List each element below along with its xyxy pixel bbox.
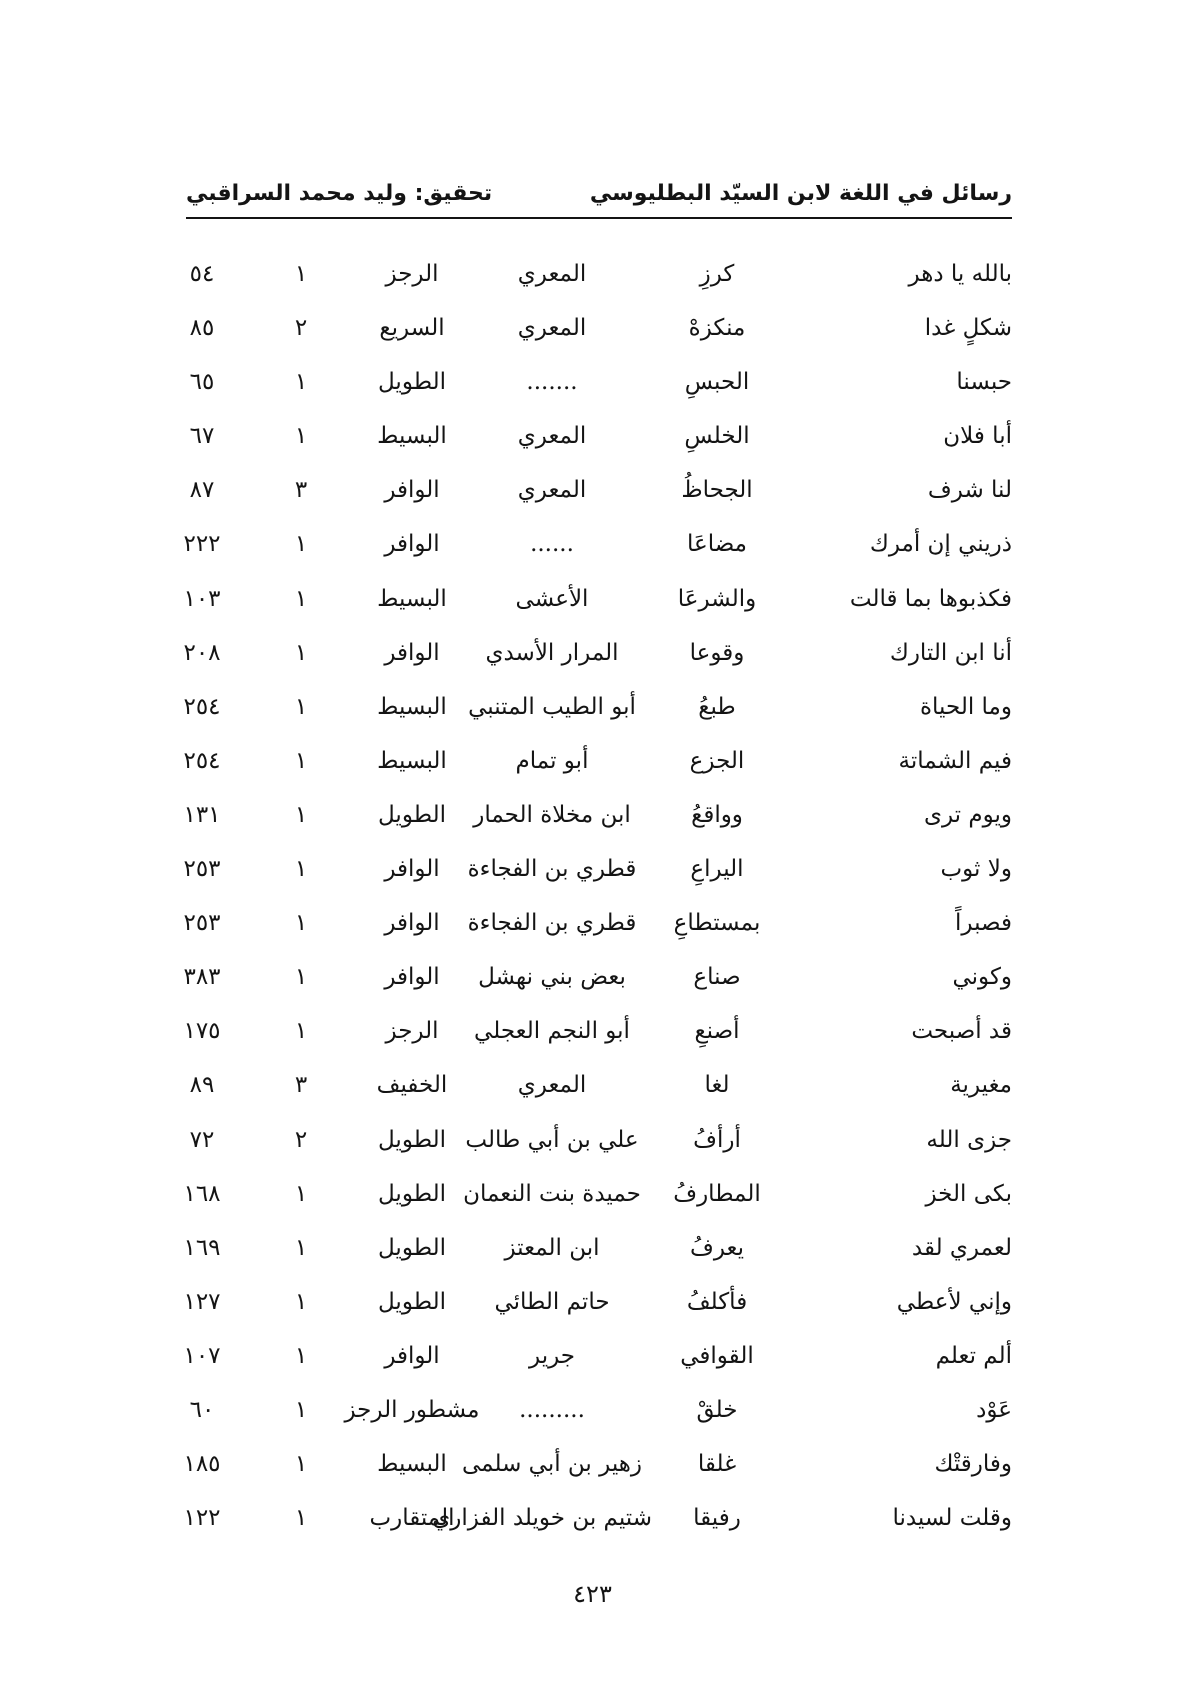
verse-count: ١ (294, 1180, 308, 1207)
page-reference: ٣٨٣ (183, 964, 221, 991)
verse-start: ذريني إن أمرك (869, 531, 1012, 558)
page-reference: ٨٧ (189, 477, 215, 504)
rhyme-word: اليراعِ (690, 856, 744, 883)
editor-credit: تحقيق: وليد محمد السراقبي (186, 180, 493, 206)
rhyme-word: الجحاظُ (681, 477, 753, 504)
verse-count: ١ (294, 856, 308, 883)
table-row (183, 1499, 1012, 1553)
page-reference: ١٢٧ (183, 1288, 221, 1315)
meter-name: مشطور الرجز (344, 1396, 480, 1423)
poet-name: المعري (517, 315, 587, 342)
poet-name: الأعشى (515, 585, 589, 612)
verse-start: ألم تعلم (935, 1342, 1012, 1369)
rhyme-word: والشرعَا (677, 585, 757, 612)
rhyme-word: المطارفُ (673, 1180, 761, 1207)
verse-count: ١ (294, 1288, 308, 1315)
verse-start: مغيرية (950, 1072, 1012, 1099)
rhyme-word: وواقعُ (691, 801, 743, 828)
page-reference: ١٧٥ (183, 1018, 221, 1045)
verse-count: ١ (294, 801, 308, 828)
rhyme-word: الخلسِ (684, 423, 750, 450)
poet-name: المعري (517, 1072, 587, 1099)
table-row (186, 363, 1012, 417)
verse-count: ١ (294, 1396, 308, 1423)
table-row (186, 1066, 1012, 1120)
verse-count: ٢ (294, 1126, 308, 1153)
page-reference: ٢٢٢ (183, 531, 221, 558)
header-rule (186, 217, 1012, 219)
page-reference: ٨٩ (189, 1072, 215, 1099)
rhyme-word: يعرفُ (689, 1234, 745, 1261)
verse-start: ولا ثوب (940, 856, 1012, 883)
poet-name: المعري (517, 261, 587, 287)
verse-start: أبا فلان (943, 423, 1012, 450)
verse-count: ١ (294, 747, 308, 774)
verse-count: ١ (294, 1018, 308, 1045)
book-title: رسائل في اللغة لابن السيّد البطليوسي (589, 180, 1012, 206)
page-number: ٤٢٣ (573, 1580, 612, 1608)
meter-name: البسيط (377, 693, 447, 720)
poet-name: حميدة بنت النعمان (463, 1180, 641, 1207)
page-reference: ٨٥ (189, 315, 215, 342)
verse-start: بكى الخز (925, 1180, 1012, 1207)
verse-count: ١ (294, 1342, 308, 1369)
meter-name: الطويل (378, 1234, 446, 1261)
table-row (183, 1175, 1012, 1229)
verse-count: ١ (294, 369, 308, 396)
rhyme-word: منكزهْ (688, 315, 746, 342)
meter-name: الوافر (384, 856, 440, 883)
meter-name: الوافر (384, 964, 440, 991)
meter-name: الطويل (378, 1180, 446, 1207)
rhyme-word: مضاعَا (686, 531, 747, 558)
verse-index-table (183, 255, 1012, 1553)
rhyme-word: صناع (693, 964, 741, 991)
table-row (183, 904, 1012, 958)
page-reference: ١٢٢ (183, 1505, 221, 1532)
page-reference: ٢٥٤ (183, 747, 221, 774)
rhyme-word: لغا (704, 1072, 730, 1099)
table-row (183, 1337, 1012, 1391)
verse-start: فصبراً (955, 910, 1012, 937)
page-reference: ٢٠٨ (183, 639, 221, 666)
verse-start: وإني لأعطي (896, 1288, 1012, 1315)
page-reference: ١٦٨ (183, 1180, 221, 1207)
rhyme-word: أصنعِ (694, 1018, 740, 1045)
table-row (183, 688, 1012, 742)
table-row (183, 1229, 1012, 1283)
page-reference: ٢٥٤ (183, 693, 221, 720)
meter-name: البسيط (377, 423, 447, 450)
verse-start: أنا ابن التارك (889, 639, 1012, 666)
page-reference: ٦٥ (189, 369, 215, 396)
table-row (183, 525, 1012, 579)
verse-start: بالله يا دهر (908, 261, 1012, 287)
meter-name: الطويل (378, 1288, 446, 1315)
page-reference: ١٨٥ (183, 1451, 221, 1478)
page-reference: ٦٠ (189, 1396, 215, 1423)
verse-count: ٣ (294, 477, 308, 504)
verse-count: ١ (294, 964, 308, 991)
table-row (183, 580, 1012, 634)
verse-start: حبسنا (956, 369, 1012, 396)
rhyme-word: خلقْ (696, 1396, 738, 1423)
meter-name: السريع (379, 315, 445, 342)
verse-start: لنا شرف (927, 477, 1012, 504)
poet-name: ......... (519, 1396, 585, 1423)
verse-count: ١ (294, 423, 308, 450)
poet-name: المرار الأسدي (485, 639, 619, 666)
meter-name: الخفيف (376, 1072, 448, 1099)
rhyme-word: رفيقا (693, 1505, 741, 1532)
table-row (183, 634, 1012, 688)
meter-name: الرجز (385, 1018, 439, 1045)
meter-name: البسيط (377, 585, 447, 612)
poet-name: المعري (517, 423, 587, 450)
verse-start: عَوْد (976, 1396, 1012, 1423)
page-reference: ١٣١ (183, 801, 221, 828)
verse-start: فيم الشماتة (898, 747, 1012, 774)
poet-name: قطري بن الفجاءة (467, 856, 637, 883)
rhyme-word: أرأفُ (693, 1126, 741, 1153)
table-row (183, 850, 1012, 904)
rhyme-word: طبعُ (698, 693, 736, 720)
verse-start: وما الحياة (920, 693, 1012, 720)
meter-name: الرجز (385, 261, 439, 287)
poet-name: ....... (526, 369, 578, 396)
table-row (186, 471, 1012, 525)
poet-name: قطري بن الفجاءة (467, 910, 637, 937)
verse-start: وكوني (952, 964, 1012, 991)
table-row (183, 1012, 1012, 1066)
meter-name: الوافر (384, 910, 440, 937)
verse-count: ١ (294, 1234, 308, 1261)
verse-count: ١ (294, 693, 308, 720)
rhyme-word: غلقا (697, 1451, 737, 1478)
verse-count: ١ (294, 531, 308, 558)
rhyme-word: كرزِ (699, 261, 735, 287)
verse-count: ١ (294, 585, 308, 612)
poet-name: أبو النجم العجلي (474, 1018, 630, 1045)
poet-name: شتيم بن خويلد الفزاري (432, 1505, 652, 1532)
verse-start: شكلٍ غدا (924, 315, 1012, 342)
rhyme-word: بمستطاعِ (673, 910, 761, 937)
running-header (186, 168, 1012, 218)
rhyme-word: القوافي (680, 1342, 754, 1369)
verse-start: وقلت لسيدنا (892, 1505, 1012, 1532)
table-row (183, 1445, 1012, 1499)
poet-name: أبو تمام (515, 747, 589, 774)
page-reference: ١٠٧ (183, 1342, 221, 1369)
meter-name: البسيط (377, 1451, 447, 1478)
poet-name: ابن المعتز (504, 1234, 600, 1261)
page-reference: ١٦٩ (183, 1234, 221, 1261)
meter-name: الوافر (384, 639, 440, 666)
table-row (183, 742, 1012, 796)
meter-name: الطويل (378, 369, 446, 396)
poet-name: بعض بني نهشل (478, 964, 626, 991)
table-row (183, 1283, 1012, 1337)
poet-name: حاتم الطائي (494, 1288, 610, 1315)
meter-name: البسيط (377, 747, 447, 774)
verse-count: ١ (294, 910, 308, 937)
poet-name: جرير (529, 1342, 575, 1369)
page-reference: ٢٥٣ (183, 856, 221, 883)
table-row (186, 417, 1012, 471)
poet-name: ...... (530, 531, 574, 558)
poet-name: زهير بن أبي سلمى (461, 1451, 643, 1478)
meter-name: الوافر (384, 531, 440, 558)
meter-name: الطويل (378, 1126, 446, 1153)
rhyme-word: وقوعا (689, 639, 745, 666)
meter-name: الطويل (378, 801, 446, 828)
table-row (186, 1121, 1012, 1175)
table-row (186, 1391, 1012, 1445)
poet-name: المعري (517, 477, 587, 504)
page-reference: ٥٤ (189, 261, 215, 287)
verse-count: ١ (294, 639, 308, 666)
verse-count: ٣ (294, 1072, 308, 1099)
table-row (183, 958, 1012, 1012)
verse-count: ١ (294, 1505, 308, 1532)
verse-count: ١ (294, 1451, 308, 1478)
rhyme-word: فأكلفُ (686, 1288, 748, 1315)
meter-name: المتقارب (369, 1505, 455, 1532)
meter-name: الوافر (384, 477, 440, 504)
table-row (183, 796, 1012, 850)
verse-count: ٢ (294, 315, 308, 342)
page-reference: ٦٧ (189, 423, 215, 450)
rhyme-word: الحبسِ (684, 369, 750, 396)
table-row (186, 255, 1012, 309)
verse-start: لعمري لقد (911, 1234, 1012, 1261)
meter-name: الوافر (384, 1342, 440, 1369)
page-reference: ٢٥٣ (183, 910, 221, 937)
verse-count: ١ (294, 261, 308, 287)
rhyme-word: الجزع (689, 747, 745, 774)
poet-name: علي بن أبي طالب (465, 1126, 639, 1153)
table-row (186, 309, 1012, 363)
verse-start: وفارقتْك (934, 1451, 1012, 1478)
verse-start: ويوم ترى (923, 801, 1012, 828)
poet-name: أبو الطيب المتنبي (468, 693, 636, 720)
page-reference: ١٠٣ (183, 585, 221, 612)
verse-start: فكذبوها بما قالت (849, 585, 1012, 612)
page-reference: ٧٢ (189, 1126, 215, 1153)
poet-name: ابن مخلاة الحمار (473, 801, 631, 828)
verse-start: قد أصبحت (911, 1018, 1012, 1045)
verse-start: جزى الله (926, 1126, 1012, 1153)
